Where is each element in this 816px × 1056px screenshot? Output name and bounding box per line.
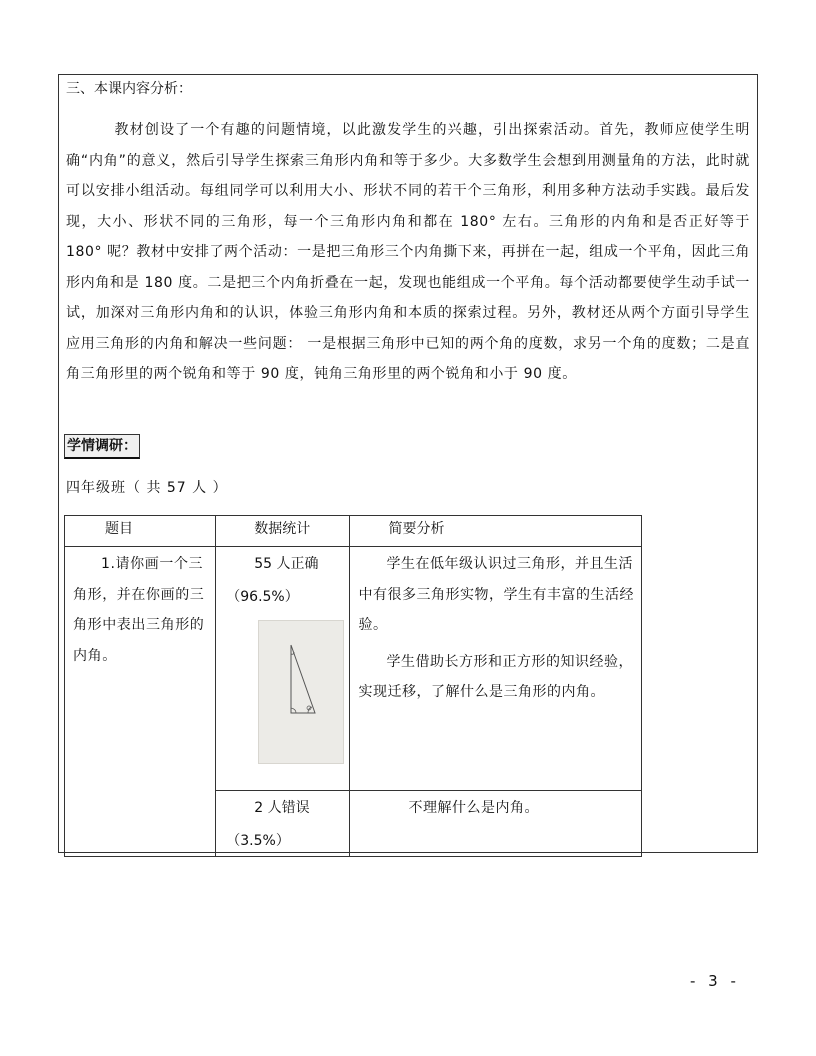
content-paragraph (66, 115, 750, 390)
correct-percentage: （96.5%） (226, 588, 299, 605)
wrong-count: 2 人错误 (254, 800, 310, 816)
column-header-stats-label: 数据统计 (254, 521, 311, 537)
column-header-analysis-label: 简要分析 (388, 521, 445, 537)
correct-stats-cell (216, 547, 350, 791)
class-info: 四年级班（ 共 57 人 ） (66, 480, 228, 496)
wrong-percentage: （3.5%） (226, 832, 290, 849)
wrong-analysis-cell (350, 791, 642, 857)
column-header-analysis (350, 516, 642, 547)
correct-analysis-cell (350, 547, 642, 791)
question-cell (65, 547, 216, 857)
correct-analysis (350, 547, 641, 708)
column-header-question-label: 题目 (105, 521, 133, 537)
column-header-question (65, 516, 216, 547)
section-heading: 三、本课内容分析： (66, 81, 192, 97)
paragraph-text: 教材创设了一个有趣的问题情境，以此激发学生的兴趣，引出探索活动。首先，教师应使学生明确“内角”的意义，然后引导学生探索三角形内角和等于多少。大多数学生会想到用测量角的方法，此时就可以安排小组活动。每组同学可以利用大小、形状不同的若干个三角形，利用多种方法动手实践。最后发现，大小、形状不同的三角形，每一个三角形内角和都在 180° 左右。三角形的内角和是否正好等于 180° 呢？教材中安排了两个活动：一是把三角形三个内角撕下来，再拼在一起，组成一个平角，因此三角形内角和是 180 度。二是把三个内角折叠在一起，发现也能组成一个平角。每个活动都要使学生动手试一试，加深对三角形内角和的认识，体验三角形内角和本质的探索过程。另外，教材还从两个方面引导学生应用三角形的内角和解决一些问题： 一是根据三角形中已知的两个角的度数，求另一个角的度数；二是直角三角形里的两个锐角和等于 90 度，钝角三角形里的两个锐角和小于 90 度。 (66, 122, 750, 382)
analysis-paragraph: 学生在低年级认识过三角形，并且生活中有很多三角形实物，学生有丰富的生活经验。 (358, 556, 634, 633)
table-row (65, 547, 642, 791)
triangle-drawing (259, 621, 343, 763)
page-number: - 3 - (690, 972, 740, 990)
wrong-stats-cell (216, 791, 350, 857)
survey-table (64, 515, 642, 857)
survey-heading: 学情调研： (64, 434, 140, 459)
analysis-paragraph: 学生借助长方形和正方形的知识经验，实现迁移，了解什么是三角形的内角。 (358, 653, 633, 700)
column-header-stats (216, 516, 350, 547)
question-text: 1.请你画一个三角形，并在你画的三角形中表出三角形的内角。 (73, 556, 205, 664)
correct-count: 55 人正确 (254, 556, 319, 572)
student-triangle-photo (258, 620, 344, 764)
table-header-row (65, 516, 642, 547)
wrong-analysis: 不理解什么是内角。 (408, 800, 539, 816)
